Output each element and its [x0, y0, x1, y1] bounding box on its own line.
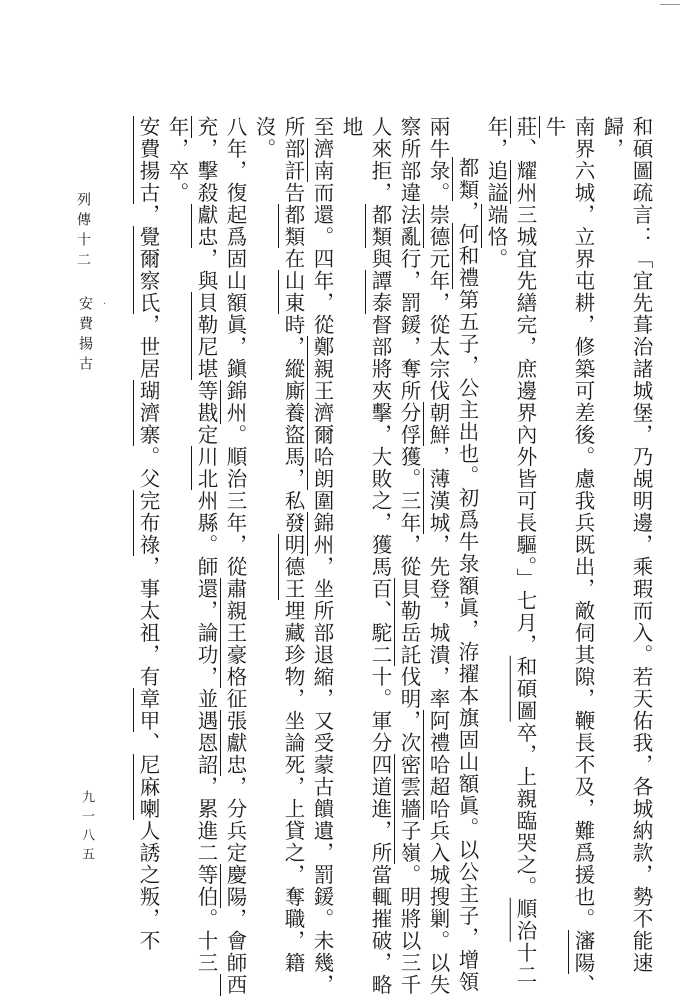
text-column	[423, 116, 452, 996]
proper-noun: 濟南	[310, 138, 334, 182]
text-segment: 等戡定	[194, 380, 218, 446]
proper-noun: 尼麻喇	[136, 754, 160, 820]
proper-noun: 貝勒岳託	[397, 578, 421, 666]
margin-chapter-label: 列傳十二	[75, 192, 91, 272]
proper-noun: 和碩圖	[513, 655, 537, 722]
text-segment: 督部將夾擊，大敗之，獲馬百、駝二十。軍分四道進，所當輒摧破，略地	[339, 116, 392, 996]
proper-noun: 錦州	[310, 512, 334, 556]
proper-noun: 川北	[194, 446, 218, 490]
text-segment: 八年，復起爲固山額眞，鎭	[223, 116, 247, 380]
proper-noun: 充	[194, 116, 218, 138]
text-segment: 第五子，公主出也。初爲牛彔額眞，洊擢本旗固山額眞。以公主子，增領	[455, 289, 479, 993]
text-segment: 元年，從太宗伐	[426, 248, 450, 402]
proper-noun: 莊	[513, 116, 537, 138]
text-segment: ，會師	[223, 908, 247, 974]
proper-noun: 密雲	[397, 754, 421, 798]
text-segment: ，事太祖，有	[136, 556, 160, 688]
text-segment: 和碩圖	[629, 116, 653, 182]
proper-noun: 山東	[281, 270, 305, 314]
proper-noun: 都類	[281, 204, 305, 248]
text-segment: 埋藏珍物，坐論死，上貸之，奪職，籍沒。	[252, 116, 305, 974]
text-segment: 。父	[136, 446, 160, 490]
text-segment: ，坐所部退縮，又受蒙古饋遺，罰鍰。未幾，	[310, 556, 334, 996]
text-segment: 至	[310, 116, 334, 138]
text-segment: 人誘之叛，不	[136, 820, 160, 952]
proper-noun: 順治	[513, 897, 537, 942]
text-segment: ，與	[194, 248, 218, 292]
text-segment: 在	[281, 248, 305, 270]
proper-noun: 西	[223, 974, 247, 996]
text-column	[191, 116, 220, 996]
proper-noun: 肅親王豪格	[223, 578, 247, 688]
proper-noun: 崇德	[426, 204, 450, 248]
text-segment: 征	[223, 688, 247, 710]
proper-noun: 都類	[455, 157, 479, 201]
text-column	[481, 116, 510, 996]
text-segment: ，分兵定	[223, 776, 247, 864]
proper-noun: 錦州	[223, 380, 247, 424]
text-column	[510, 116, 539, 996]
text-segment: 兵入城搜剿。以失	[426, 820, 450, 996]
vertical-text-body	[95, 116, 655, 996]
text-column	[307, 116, 336, 996]
text-segment: ，先登，城潰，率	[426, 534, 450, 710]
proper-noun: 明德王	[281, 534, 305, 600]
proper-noun: 譚泰	[368, 270, 392, 314]
text-segment: ，	[455, 201, 479, 223]
text-column	[162, 116, 191, 996]
proper-noun: 安費揚古	[136, 116, 160, 204]
text-segment: ，世居	[136, 314, 160, 380]
text-segment: 伐明，次	[397, 666, 421, 754]
proper-noun: 端恪	[484, 204, 508, 248]
proper-noun: 牛	[542, 116, 566, 138]
proper-noun: 鄭親王濟爾哈朗	[310, 336, 334, 490]
text-segment: 圍	[310, 490, 334, 512]
text-segment: 疏言：「宜先葺治諸城堡，乃覘明邊，乘瑕而入。若天佑我，各城納款，勢不能速歸，	[600, 116, 653, 974]
margin-section-name: 安費揚古	[77, 296, 93, 376]
text-column	[133, 116, 162, 996]
proper-noun: 章甲	[136, 688, 160, 732]
margin-dot: .	[103, 296, 107, 307]
text-segment: 時，縱廝養盜馬，私發	[281, 314, 305, 534]
proper-noun: 都類	[368, 204, 392, 248]
proper-noun: 何和禮	[455, 223, 479, 289]
text-segment: 年，追謚	[484, 116, 508, 204]
proper-noun: 牆子嶺	[397, 798, 421, 864]
text-segment: 。	[484, 248, 508, 270]
proper-noun: 瑚濟寨	[136, 380, 160, 446]
proper-noun: 貝勒尼堪	[194, 292, 218, 380]
page-number: 九一八五	[79, 790, 94, 866]
text-segment: ，擊殺	[194, 138, 218, 204]
text-segment: 、	[571, 974, 595, 996]
proper-noun: 薄漢城	[426, 468, 450, 534]
proper-noun: 阿禮哈超哈	[426, 710, 450, 820]
text-column	[394, 116, 423, 996]
text-segment: 十二	[513, 941, 537, 986]
text-column	[220, 116, 249, 996]
text-column	[452, 116, 481, 996]
text-segment: 人來拒，	[368, 116, 392, 204]
text-segment: 與	[368, 248, 392, 270]
text-segment: 。明將以三千	[397, 864, 421, 996]
text-column	[597, 116, 655, 996]
text-segment: 。順治三年，從	[223, 424, 247, 578]
text-segment: ，	[136, 204, 160, 226]
text-segment: 、	[136, 732, 160, 754]
text-column	[336, 116, 394, 996]
text-segment: 而還。四年，從	[310, 182, 334, 336]
text-segment: 南界六城，立界屯耕，修築可差後。慮我兵既出，敵伺其隙，鞭長不及，難爲援也。	[571, 116, 595, 930]
text-segment: ，	[426, 446, 450, 468]
proper-noun: 完布祿	[136, 490, 160, 556]
text-segment: 三城宜先繕完，庶邊界內外皆可長驅。」七月，	[513, 204, 537, 656]
text-segment: 卒，上親臨哭之。	[513, 721, 537, 898]
text-column	[539, 116, 597, 996]
proper-noun: 瀋陽	[571, 930, 595, 974]
text-segment: 、	[513, 138, 537, 160]
proper-noun: 耀州	[513, 160, 537, 204]
scan-edge-mark	[660, 4, 680, 13]
proper-noun: 慶陽	[223, 864, 247, 908]
proper-noun: 獻忠	[194, 204, 218, 248]
proper-noun: 覺爾察氏	[136, 226, 160, 314]
text-segment: 察所部違法亂行，罰鍰，奪所分俘獲。三年，從	[397, 116, 421, 578]
text-column	[249, 116, 307, 996]
proper-noun: 張獻忠	[223, 710, 247, 776]
text-segment: 州縣。師還，論功，並遇恩詔，累進二等伯。十三	[194, 490, 218, 974]
proper-noun: 朝鮮	[426, 402, 450, 446]
text-segment: 兩牛彔。	[426, 116, 450, 204]
text-segment: 所部訐告	[281, 116, 305, 204]
text-segment: 年，卒。	[165, 116, 189, 204]
